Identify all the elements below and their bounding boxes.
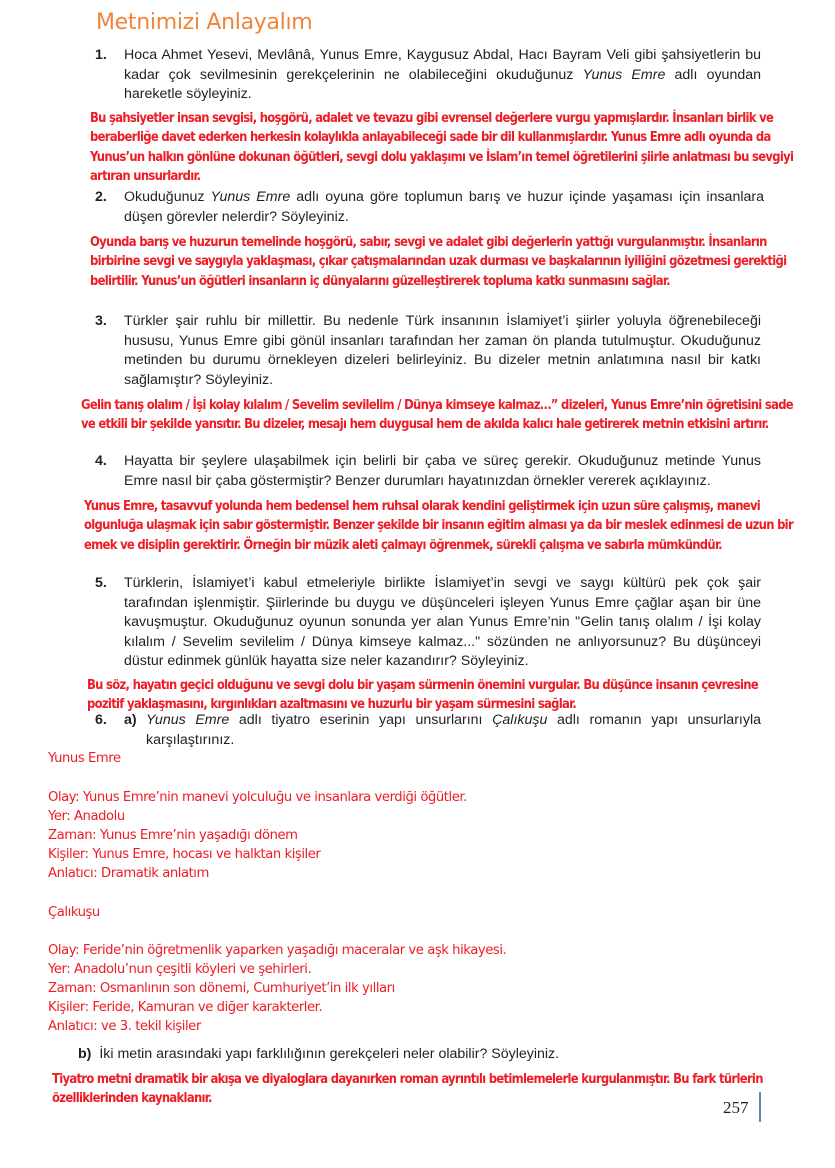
calikusu-line: Anlatıcı: ve 3. tekil kişiler — [48, 1019, 201, 1034]
question-2: 2. Okuduğunuz Yunus Emre adlı oyuna göre toplumun barış ve huzur içinde yaşaması için insanlara düşen görevler nelerdir? Söyleyiniz. — [95, 189, 764, 225]
calikusu-line: Olay: Feride’nin öğretmenlik yaparken yaşadığı maceralar ve aşk hikayesi. — [48, 943, 507, 958]
yunus-emre-line: Yer: Anadolu — [48, 809, 125, 824]
page-number: 257 — [723, 1098, 749, 1117]
answer-1: Bu şahsiyetler insan sevgisi, hoşgörü, adalet ve tevazu gibi evrensel değerlere vurgu yapmışlardır. İnsanları birlik ve beraberliğe davet ederken herkesin kolaylıkla anlayabileceği sade bir dil kullanmışlardır. Yunus Emre adlı oyunda da Yunus’un halkın gönlüne dokunan öğütleri, sevgi dolu yaklaşımı ve İslam’ın temel öğretilerini şiirle anlatması bu sevgiyi artıran unsurlardır. — [90, 111, 794, 185]
answer-5: Bu söz, hayatın geçici olduğunu ve sevgi dolu bir yaşam sürmenin önemini vurgular. Bu düşünce insanın çevresine pozitif yaklaşmasını, kırgınlıkları azaltmasını ve huzurlu bir yaşam sürmesini sağlar. — [87, 678, 759, 713]
question-5: 5. Türklerin, İslamiyet’i kabul etmeleriyle birlikte İslamiyet’in sevgi ve saygı kültürü pek çok şair tarafından işlenmiştir. Şiirlerinde bu duygu ve düşünceleri işleyen Yunus Emre çağlar aşan bir üne kavuşmuştur. Okuduğunuz oyunun sonunda yer alan Yunus Emre’nin "Gelin tanış olalım / İşi kolay kılalım / Sevelim sevilelim / Dünya kimseye kalmaz..." sözünden ne anlıyorsunuz? Bu düşünceyi düstur edinmek günlük hayatta size neler kazandırır? Söyleyiniz. — [95, 575, 761, 669]
answer-4: Yunus Emre, tasavvuf yolunda hem bedensel hem ruhsal olarak kendini geliştirmek için uzun süre çalışmış, manevi olgunluğa ulaşmak için sabır göstermiştir. Benzer şekilde bir insanın eğitim alması ya da bir meslek edinmesi de uzun bir emek ve disiplin gerektirir. Örneğin bir müzik aleti çalmayı öğrenmek, sürekli çalışma ve sabırla mümkündür. — [84, 499, 793, 553]
question-6a: 6. a) Yunus Emre adlı tiyatro eserinin yapı unsurlarını Çalıkuşu adlı romanın yapı unsurlarıyla karşılaştırınız. — [95, 712, 761, 748]
calikusu-line: Kişiler: Feride, Kamuran ve diğer karakterler. — [48, 1000, 323, 1015]
question-number: 2. — [95, 189, 107, 205]
answer-6b: Tiyatro metni dramatik bir akışa ve diyaloglara dayanırken roman ayrıntılı betimlemelerle kurgulanmıştır. Bu fark türlerin özelliklerinden kaynaklanır. — [52, 1072, 763, 1107]
section-title: Metnimizi Anlayalım — [96, 10, 313, 35]
answer-3: Gelin tanış olalım / İşi kolay kılalım / Sevelim sevilelim / Dünya kimseye kalmaz…” dizeleri, Yunus Emre’nin öğretisini sade ve etkili bir şekilde yansıtır. Bu dizeler, mesajı hem duygusal hem de akılda kalıcı hale getirerek metnin etkisini artırır. — [81, 398, 793, 433]
yunus-emre-line: Olay: Yunus Emre’nin manevi yolculuğu ve insanlara verdiği öğütler. — [48, 790, 467, 805]
question-6b: b) İki metin arasındaki yapı farklılığının gerekçeleri neler olabilir? Söyleyiniz. — [78, 1046, 560, 1062]
question-number: 5. — [95, 575, 107, 591]
question-4: 4. Hayatta bir şeylere ulaşabilmek için belirli bir çaba ve süreç gerekir. Okuduğunuz metinde Yunus Emre nasıl bir çaba göstermiştir? Benzer durumları hayatınızdan örnekler vererek açıklayınız. — [95, 453, 761, 489]
page-number-rule — [759, 1092, 761, 1122]
calikusu-heading: Çalıkuşu — [48, 905, 100, 920]
question-3: 3. Türkler şair ruhlu bir millettir. Bu nedenle Türk insanının İslamiyet’i şiirler yoluyla öğrenebileceği hususu, Yunus Emre gibi gönül insanları tarafından her zaman ön planda tutulmuştur. Okuduğunuz metinden bu durumu örnekleyen dizeleri belirleyiniz. Bu dizeler metnin anlatımına nasıl bir katkı sağlamıştır? Söyleyiniz. — [95, 313, 761, 388]
yunus-emre-heading: Yunus Emre — [48, 751, 121, 766]
sub-question-label: b) — [78, 1046, 92, 1062]
question-number: 6. — [95, 712, 107, 728]
sub-question-label: a) — [124, 712, 137, 728]
yunus-emre-line: Zaman: Yunus Emre’nin yaşadığı dönem — [48, 828, 298, 843]
question-number: 4. — [95, 453, 107, 469]
calikusu-line: Yer: Anadolu’nun çeşitli köyleri ve şehirleri. — [48, 962, 312, 977]
yunus-emre-line: Anlatıcı: Dramatik anlatım — [48, 866, 209, 881]
question-number: 1. — [95, 47, 107, 63]
question-number: 3. — [95, 313, 107, 329]
question-1: 1. Hoca Ahmet Yesevi, Mevlânâ, Yunus Emre, Kaygusuz Abdal, Hacı Bayram Veli gibi şahsiyetlerin bu kadar çok sevilmesinin gerekçelerinin ne olabileceğini okuduğunuz Yunus Emre adlı oyundan hareketle söyleyiniz. — [95, 47, 762, 102]
answer-2: Oyunda barış ve huzurun temelinde hoşgörü, sabır, sevgi ve adalet gibi değerlerin yattığı vurgulanmıştır. İnsanların birbirine sevgi ve saygıyla yaklaşması, çıkar çatışmalarından uzak durması ve başkalarının iyiliğini gözetmesi gerektiği belirtilir. Yunus’un öğütleri insanların iç dünyalarını güzelleştirerek topluma katkı sunmasını sağlar. — [90, 235, 787, 289]
calikusu-line: Zaman: Osmanlının son dönemi, Cumhuriyet’in ilk yılları — [48, 981, 395, 996]
yunus-emre-line: Kişiler: Yunus Emre, hocası ve halktan kişiler — [48, 847, 321, 862]
